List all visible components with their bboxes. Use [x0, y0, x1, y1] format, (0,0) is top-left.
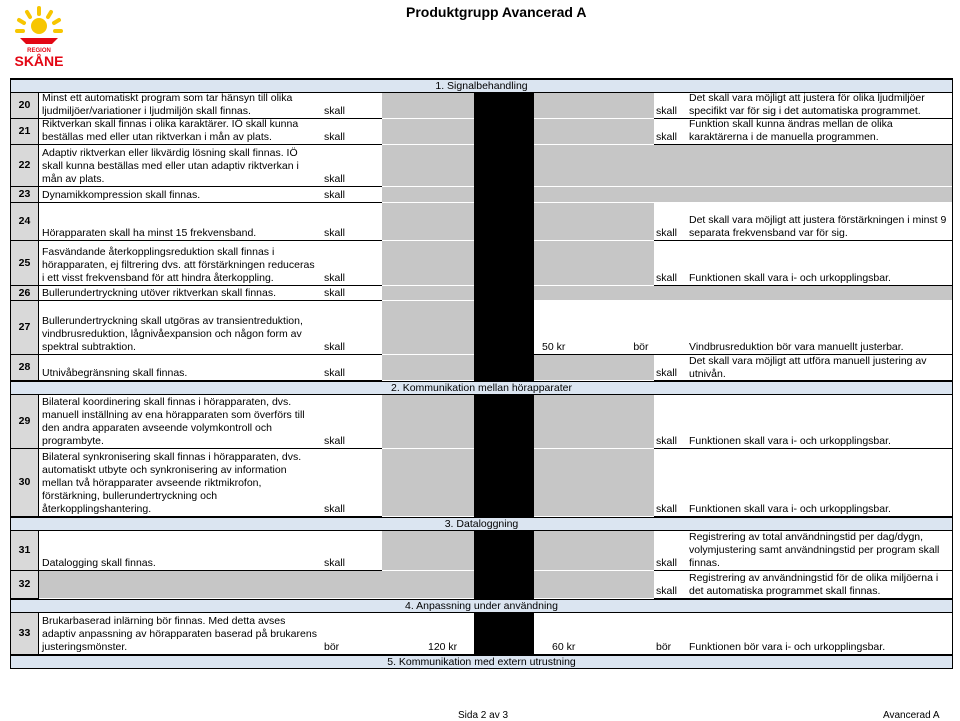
- page-number: Sida 2 av 3: [458, 710, 509, 721]
- blocked-cell: [474, 449, 534, 517]
- comment-level: [654, 301, 686, 355]
- requirement-level: skall: [322, 145, 382, 187]
- blocked-cell: [474, 613, 534, 655]
- requirement-text: Riktverkan skall finnas i olika karaktärer. IÖ skall kunna beställas med eller utan riktverkan i mån av plats.: [39, 119, 322, 145]
- requirement-text: Bullerundertryckning skall utgöras av transientreduktion, vindbrusreduktion, lågnivåexpansion och någon form av spektral subtraktion.: [39, 301, 322, 355]
- requirement-text: Dynamikkompression skall finnas.: [39, 187, 322, 203]
- comment-text: Vindbrusreduktion bör vara manuellt justerbar.: [686, 301, 952, 355]
- comment-level: skall: [654, 571, 686, 599]
- comment-text: Det skall vara möjligt att utföra manuell justering av utnivån.: [686, 355, 952, 381]
- requirement-level: skall: [322, 395, 382, 449]
- requirement-level: skall: [322, 531, 382, 571]
- requirement-text: Fasvändande återkopplingsreduktion skall finnas i hörapparaten, ej filtrering dvs. att förstärkningen reduceras i ett visst frekvensband för att hindra återkoppling.: [39, 241, 322, 286]
- price-cell: [534, 286, 654, 301]
- requirement-text: Minst ett automatiskt program som tar hänsyn till olika ljudmiljöer/variationer i ljudmiljön skall finnas.: [39, 93, 322, 119]
- blocked-comment: [654, 145, 952, 187]
- page-title: Produktgrupp Avancerad A: [406, 4, 587, 20]
- region-skane-logo: [6, 6, 72, 70]
- price-amount: 50 kr: [542, 341, 566, 353]
- price-cell: [382, 531, 474, 571]
- requirement-text: Bilateral synkronisering skall finnas i hörapparaten, dvs. automatiskt utbyte och synkronisering av information mellan två hörapparater avseende riktmikrofon, förstärkning, bullerundertryckning och återkopplingshantering.: [39, 449, 322, 517]
- row-number: 20: [11, 93, 39, 119]
- requirement-level: skall: [322, 93, 382, 119]
- row-number: 28: [11, 355, 39, 381]
- section-header: 2. Kommunikation mellan hörapparater: [11, 381, 952, 395]
- requirement-text: Hörapparaten skall ha minst 15 frekvensband.: [39, 203, 322, 241]
- requirement-level: skall: [322, 187, 382, 203]
- row-number: 22: [11, 145, 39, 187]
- blocked-cell: [474, 241, 534, 286]
- price-value: [534, 301, 654, 355]
- section-header: 3. Dataloggning: [11, 517, 952, 531]
- comment-level: skall: [654, 355, 686, 381]
- blocked-cell: [474, 286, 534, 301]
- row-number: 32: [11, 571, 39, 599]
- blocked-cell: [474, 203, 534, 241]
- row-number: 25: [11, 241, 39, 286]
- price-cell: [382, 355, 474, 381]
- price-cell: [382, 241, 474, 286]
- comment-level: skall: [654, 241, 686, 286]
- section-header: 1. Signalbehandling: [11, 79, 952, 93]
- price-cell: [534, 93, 654, 119]
- requirement-level: skall: [322, 286, 382, 301]
- price-cell: [382, 395, 474, 449]
- section-header: 4. Anpassning under användning: [11, 599, 952, 613]
- svg-text:SKÅNE: SKÅNE: [14, 53, 64, 69]
- comment-level: skall: [654, 93, 686, 119]
- row-number: 33: [11, 613, 39, 655]
- price-cell: [534, 449, 654, 517]
- price-value: 120 kr: [382, 613, 474, 655]
- row-number: 26: [11, 286, 39, 301]
- price-cell: [534, 119, 654, 145]
- comment-text: Funktionen bör vara i- och urkopplingsbar.: [686, 613, 952, 655]
- requirement-text: Bilateral koordinering skall finnas i hörapparaten, dvs. manuell inställning av ena hörapparaten som överförs till den andra apparaten avseende volymkontroll och programbyte.: [39, 395, 322, 449]
- price-cell: [534, 241, 654, 286]
- requirement-level: skall: [322, 355, 382, 381]
- price-cell: [382, 145, 474, 187]
- price-cell: [382, 301, 474, 355]
- blocked-cell: [474, 395, 534, 449]
- comment-text: Funktionen skall vara i- och urkopplingsbar.: [686, 241, 952, 286]
- footer-group: Avancerad A: [883, 710, 940, 721]
- sun-icon: [17, 8, 61, 44]
- requirement-level: skall: [322, 301, 382, 355]
- blocked-cell: [474, 187, 534, 203]
- blocked-cell: [474, 531, 534, 571]
- row-number: 27: [11, 301, 39, 355]
- price-cell: [534, 571, 654, 599]
- comment-level: skall: [654, 531, 686, 571]
- price-cell: [534, 395, 654, 449]
- comment-level: skall: [654, 395, 686, 449]
- blocked-cell: [474, 301, 534, 355]
- requirement-text: Utnivåbegränsning skall finnas.: [39, 355, 322, 381]
- requirement-level: bör: [322, 613, 382, 655]
- requirement-level: skall: [322, 449, 382, 517]
- comment-text: Funktion skall kunna ändras mellan de olika karaktärerna i de manuella programmen.: [686, 119, 952, 145]
- blocked-cell: [474, 93, 534, 119]
- blocked-requirement: [39, 571, 382, 599]
- price-cell: [382, 93, 474, 119]
- comment-level: skall: [654, 119, 686, 145]
- blocked-cell: [474, 571, 534, 599]
- comment-level: bör: [654, 613, 686, 655]
- price-value: 60 kr: [534, 613, 654, 655]
- comment-text: Registrering av total användningstid per dag/dygn, volymjustering samt användningstid per program skall finnas.: [686, 531, 952, 571]
- requirement-text: Adaptiv riktverkan eller likvärdig lösning skall finnas. IÖ skall kunna beställas med eller utan adaptiv riktverkan i mån av plats.: [39, 145, 322, 187]
- row-number: 31: [11, 531, 39, 571]
- price-cell: [382, 187, 474, 203]
- comment-level: skall: [654, 203, 686, 241]
- price-cell: [534, 531, 654, 571]
- row-number: 24: [11, 203, 39, 241]
- blocked-cell: [474, 355, 534, 381]
- requirements-table: [10, 78, 953, 669]
- comment-text: Registrering av användningstid för de olika miljöerna i det automatiska programmet skall finnas.: [686, 571, 952, 599]
- price-requirement: bör: [633, 341, 649, 353]
- price-cell: [382, 119, 474, 145]
- comment-text: Det skall vara möjligt att justera för olika ljudmiljöer specifikt var för sig i det automatiska programmet.: [686, 93, 952, 119]
- row-number: 29: [11, 395, 39, 449]
- price-cell: [534, 145, 654, 187]
- price-cell: [382, 286, 474, 301]
- row-number: 30: [11, 449, 39, 517]
- row-number: 21: [11, 119, 39, 145]
- requirement-level: skall: [322, 203, 382, 241]
- blocked-cell: [474, 119, 534, 145]
- comment-text: Funktionen skall vara i- och urkopplingsbar.: [686, 449, 952, 517]
- blocked-cell: [474, 145, 534, 187]
- svg-text:REGION: REGION: [27, 48, 51, 54]
- price-cell: [382, 571, 474, 599]
- section-header: 5. Kommunikation med extern utrustning: [11, 655, 952, 668]
- price-cell: [534, 203, 654, 241]
- requirement-level: skall: [322, 119, 382, 145]
- requirement-level: skall: [322, 241, 382, 286]
- comment-text: Det skall vara möjligt att justera förstärkningen i minst 9 separata frekvensband var för sig.: [686, 203, 952, 241]
- price-cell: [534, 187, 654, 203]
- comment-level: skall: [654, 449, 686, 517]
- price-cell: [382, 449, 474, 517]
- requirement-text: Datalogging skall finnas.: [39, 531, 322, 571]
- price-cell: [534, 355, 654, 381]
- requirement-text: Bullerundertryckning utöver riktverkan skall finnas.: [39, 286, 322, 301]
- row-number: 23: [11, 187, 39, 203]
- requirement-text: Brukarbaserad inlärning bör finnas. Med detta avses adaptiv anpassning av hörapparaten baserad på brukarens justeringsmönster.: [39, 613, 322, 655]
- blocked-comment: [654, 187, 952, 203]
- blocked-comment: [654, 286, 952, 301]
- comment-text: Funktionen skall vara i- och urkopplingsbar.: [686, 395, 952, 449]
- price-cell: [382, 203, 474, 241]
